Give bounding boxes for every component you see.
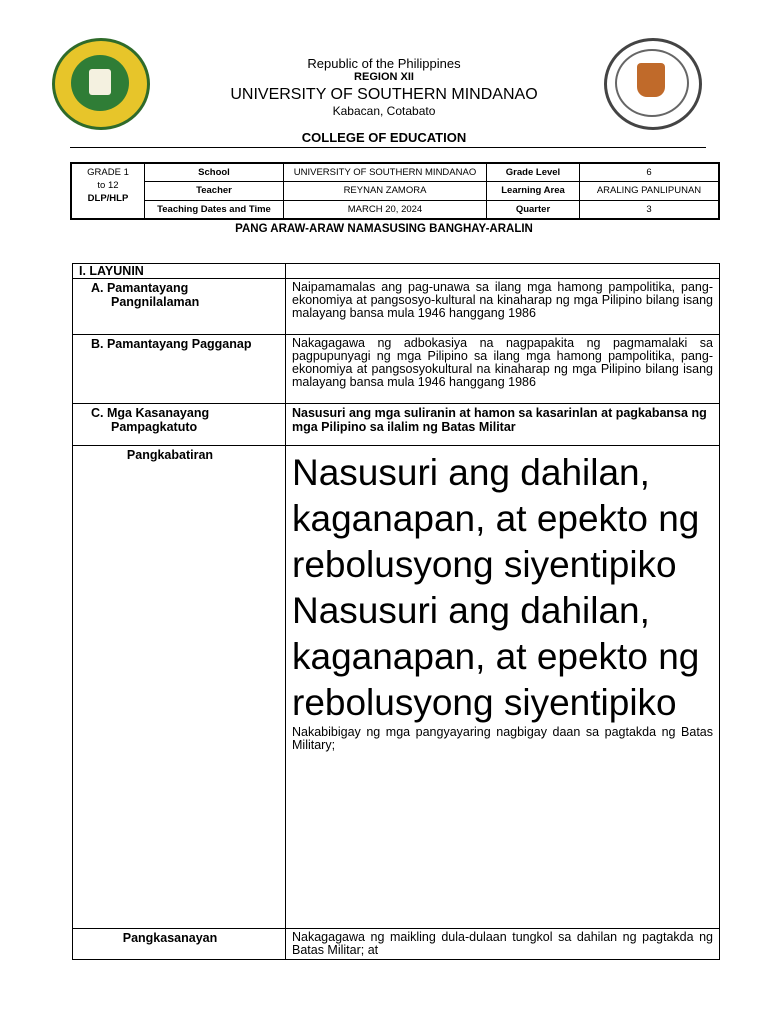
section-layunin: I. LAYUNIN xyxy=(73,264,286,279)
row-c-text: Nasusuri ang mga suliranin at hamon sa kasarinlan at pagkabansa ng mga Pilipino sa ilalim ng Batas Militar xyxy=(286,404,720,446)
objectives-table xyxy=(72,263,720,960)
b-label: B. Pamantayang Pagganap xyxy=(91,337,252,351)
row-pangkabatiran-content xyxy=(286,446,720,929)
row-b-label xyxy=(73,335,286,404)
row-pangkasanayan-label xyxy=(73,929,286,960)
pangkabatiran-text: Nakabibigay ng mga pangyayaring nagbigay daan sa pagtakda ng Batas Military; xyxy=(292,725,713,752)
dates-value: MARCH 20, 2024 xyxy=(284,200,487,219)
college-heading: COLLEGE OF EDUCATION xyxy=(301,130,467,145)
pangkabatiran-label: Pangkabatiran xyxy=(126,448,214,462)
location-heading: Kabacan, Cotabato xyxy=(332,104,436,118)
big-objective-text-2: Nasusuri ang dahilan, kaganapan, at epekto ng rebolusyong siyentipiko xyxy=(292,590,700,723)
grade-label: GRADE 1 xyxy=(87,167,129,178)
dates-label: Teaching Dates and Time xyxy=(145,200,284,219)
republic-heading: Republic of the Philippines xyxy=(307,56,461,71)
learning-area-value: ARALING PANLIPUNAN xyxy=(580,182,720,200)
row-a-text: Naipamamalas ang pag-unawa sa ilang mga hamong pampolitika, pang-ekonomiya at pangsosyo-kultural na kinaharap ng mga Pilipino bilang isang malayang bansa mula 1946 hanggang 1986 xyxy=(286,279,720,335)
row-a-label xyxy=(73,279,286,335)
grade-level-value: 6 xyxy=(580,163,720,182)
region-heading: REGION XII xyxy=(354,71,414,83)
section-empty-cell xyxy=(286,264,720,279)
university-heading: UNIVERSITY OF SOUTHERN MINDANAO xyxy=(230,86,538,103)
teacher-value: REYNAN ZAMORA xyxy=(284,182,487,200)
quarter-label: Quarter xyxy=(487,200,580,219)
quarter-value: 3 xyxy=(580,200,720,219)
grade-cell xyxy=(71,163,145,219)
document-title: PANG ARAW-ARAW NAMASUSING BANGHAY-ARALIN xyxy=(235,223,533,235)
grade-level-label: Grade Level xyxy=(487,163,580,182)
big-objective-text-1: Nasusuri ang dahilan, kaganapan, at epekto ng rebolusyong siyentipiko xyxy=(292,452,700,585)
c-label-line2: Pampagkatuto xyxy=(111,420,198,434)
c-label-line1: C. Mga Kasanayang xyxy=(91,406,210,420)
pangkasanayan-label: Pangkasanayan xyxy=(122,931,218,945)
a-label-line1: A. Pamantayang xyxy=(91,281,189,295)
header-divider xyxy=(70,147,706,148)
learning-area-label: Learning Area xyxy=(487,182,580,200)
teacher-label: Teacher xyxy=(145,182,284,200)
a-label-line2: Pangnilalaman xyxy=(111,295,200,309)
school-value: UNIVERSITY OF SOUTHERN MINDANAO xyxy=(284,163,487,182)
lesson-info-table xyxy=(70,162,720,220)
grade-to-label: to 12 xyxy=(97,180,119,191)
school-label: School xyxy=(145,163,284,182)
dlp-label: DLP/HLP xyxy=(87,193,129,204)
row-c-label xyxy=(73,404,286,446)
row-b-text: Nakagagawa ng adbokasiya na nagpapakita ng pagmamalaki sa pagpupunyagi ng mga Pilipino sa ilang mga hamong pampolitika, pang-ekonomiya at pangsosyokultural na kinaharap ng mga Pilipino bilang isang malayang bansa mula 1946 hanggang 1986 xyxy=(286,335,720,404)
row-pangkabatiran-label xyxy=(73,446,286,929)
pangkasanayan-text: Nakagagawa ng maikling dula-dulaan tungkol sa dahilan ng pagtakda ng Batas Militar; at xyxy=(286,929,720,960)
